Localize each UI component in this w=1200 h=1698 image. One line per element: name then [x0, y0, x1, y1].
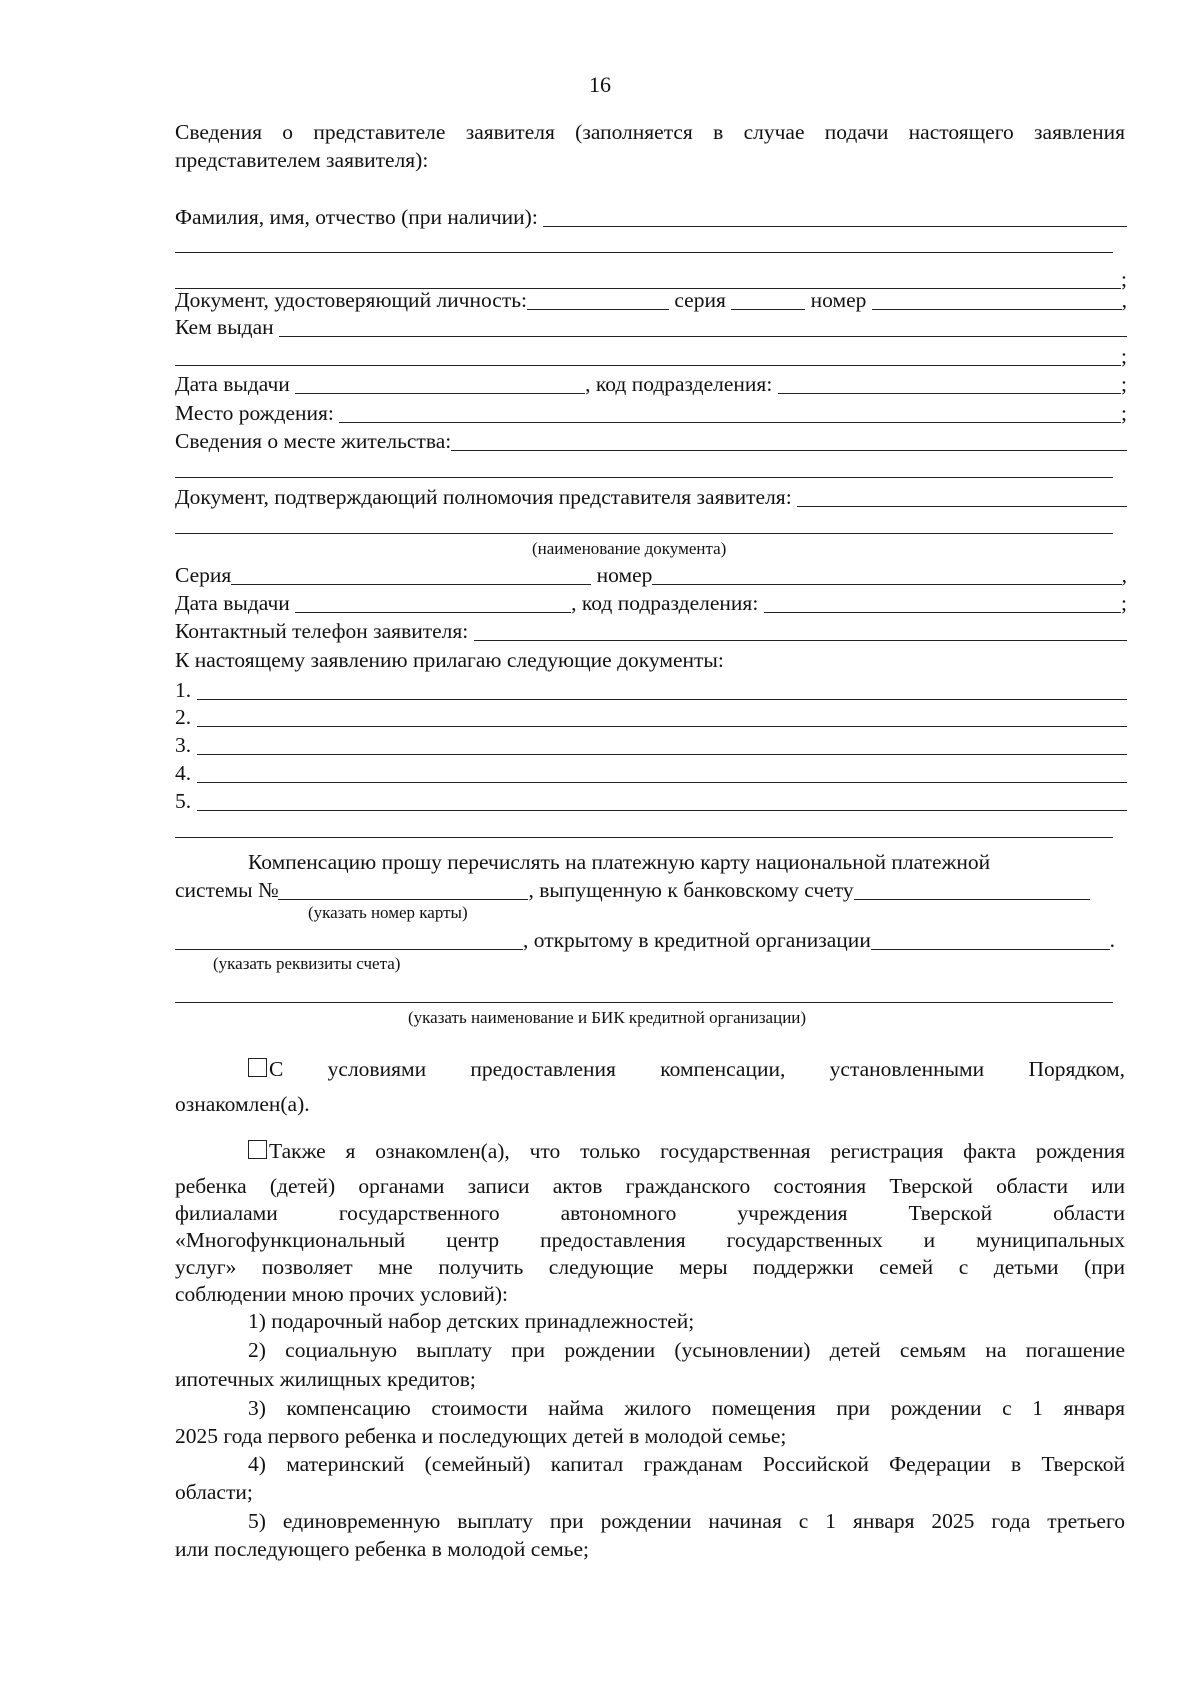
intro-line-1: Сведения о представителе заявителя (заполняется в случае подачи настоящего заявления [175, 120, 1125, 144]
intro-line-2: представителем заявителя): [175, 148, 429, 172]
fio-line-3[interactable]: ; [175, 265, 1127, 293]
card-hint: (указать номер карты) [308, 903, 468, 922]
attach-item-number: 4. [175, 761, 192, 785]
birthplace-field[interactable]: Место рождения: ; [175, 401, 1127, 425]
doc-name-hint: (наименование документа) [532, 539, 727, 558]
bank-field[interactable] [175, 1002, 1113, 1003]
attach-item[interactable] [175, 703, 1127, 731]
checkbox[interactable] [248, 1058, 267, 1077]
attach-heading: К настоящему заявлению прилагаю следующие документы: [175, 648, 724, 672]
attach-item-number: 2. [175, 705, 192, 729]
measure-4: 4) материнский (семейный) капитал гражданам Российской Федерации в Тверской [248, 1452, 1125, 1476]
authority-doc-label: Документ, подтверждающий полномочия представителя заявителя: [175, 485, 792, 509]
account-hint: (указать реквизиты счета) [213, 954, 401, 973]
measure-2: 2) социальную выплату при рождении (усыновлении) детей семьям на погашение [248, 1338, 1125, 1362]
issued-by-field[interactable] [175, 313, 1127, 341]
attach-item-number: 1. [175, 678, 192, 702]
measure-2-cont: ипотечных жилищных кредитов; [175, 1367, 476, 1391]
dept-code2-label: , код подразделения: [571, 591, 759, 615]
residence-field[interactable] [175, 427, 1127, 455]
birthplace-label: Место рождения: [175, 401, 334, 425]
attach-item[interactable] [175, 759, 1127, 787]
checkbox[interactable] [248, 1140, 267, 1159]
consent2-line: соблюдении мною прочих условий): [175, 1282, 509, 1306]
number2-label: номер [596, 563, 653, 587]
page-number: 16 [589, 72, 611, 97]
number-label: номер [810, 288, 867, 312]
measure-3-cont: 2025 года первого ребенка и последующих детей в молодой семье; [175, 1424, 787, 1448]
consent2-line: ребенка (детей) органами записи актов гражданского состояния Тверской области или [175, 1174, 1125, 1198]
measure-1: 1) подарочный набор детских принадлежностей; [248, 1309, 695, 1333]
dept-code-label: , код подразделения: [585, 372, 773, 396]
card-number-field[interactable] [175, 876, 1090, 904]
consent1-line-2: ознакомлен(а). [175, 1092, 310, 1116]
fio-label: Фамилия, имя, отчество (при наличии): [175, 205, 538, 229]
consent1-text: С условиями предоставления компенсации, установленными Порядком, [269, 1057, 1125, 1081]
residence-line-2[interactable] [175, 477, 1113, 478]
residence-label: Сведения о месте жительства: [175, 429, 452, 453]
card-system-label: системы № [175, 878, 279, 902]
issued-by-line-2[interactable]: ; [175, 342, 1127, 370]
fio-field[interactable] [175, 203, 1127, 231]
attach-extra-line[interactable] [175, 837, 1113, 838]
series2-label: Серия [175, 563, 232, 587]
account-issued-label: , выпущенную к банковскому счету [528, 878, 854, 902]
issue-date-label: Дата выдачи [175, 372, 290, 396]
id-doc-field[interactable]: Документ, удостоверяющий личность: серия номер , [175, 288, 1127, 312]
issued-by-label: Кем выдан [175, 315, 274, 339]
id-doc-label: Документ, удостоверяющий личность: [175, 288, 527, 312]
issue-date2-label: Дата выдачи [175, 591, 290, 615]
attach-item-number: 3. [175, 733, 192, 757]
attach-item[interactable] [175, 676, 1127, 704]
consent1-line-1[interactable] [248, 1055, 1125, 1083]
measure-5-cont: или последующего ребенка в молодой семье; [175, 1537, 590, 1561]
consent2-line: услуг» позволяет мне получить следующие меры поддержки семей с детьми (при [175, 1255, 1125, 1279]
consent2-line-1[interactable] [248, 1137, 1125, 1165]
opened-in-label: , открытому в кредитной организации [523, 928, 871, 952]
series2-field[interactable]: Серия номер , [175, 563, 1127, 587]
phone-field[interactable] [175, 617, 1127, 645]
measure-4-cont: области; [175, 1480, 253, 1504]
attach-item[interactable] [175, 787, 1127, 815]
phone-label: Контактный телефон заявителя: [175, 619, 469, 643]
issue-date-field[interactable]: Дата выдачи , код подразделения: ; [175, 372, 1127, 396]
attach-item[interactable] [175, 731, 1127, 759]
authority-doc-field[interactable] [175, 483, 1127, 511]
attach-item-number: 5. [175, 789, 192, 813]
consent2-line: филиалами государственного автономного учреждения Тверской области [175, 1201, 1125, 1225]
fio-line-2[interactable] [175, 252, 1113, 253]
series-label: серия [674, 288, 726, 312]
authority-doc-line-2[interactable] [175, 533, 1113, 534]
measure-5: 5) единовременную выплату при рождении начиная с 1 января 2025 года третьего [248, 1509, 1125, 1533]
issue-date2-field[interactable]: Дата выдачи , код подразделения: ; [175, 591, 1127, 615]
compensation-line-1: Компенсацию прошу перечислять на платежную карту национальной платежной [248, 850, 991, 874]
account-field[interactable]: , открытому в кредитной организации . [175, 926, 1115, 954]
consent2-line: «Многофункциональный центр предоставления государственных и муниципальных [175, 1228, 1125, 1252]
consent2-text: Также я ознакомлен(а), что только государственная регистрация факта рождения [269, 1139, 1125, 1163]
measure-3: 3) компенсацию стоимости найма жилого помещения при рождении с 1 января [248, 1396, 1125, 1420]
bank-hint: (указать наименование и БИК кредитной организации) [408, 1008, 807, 1027]
